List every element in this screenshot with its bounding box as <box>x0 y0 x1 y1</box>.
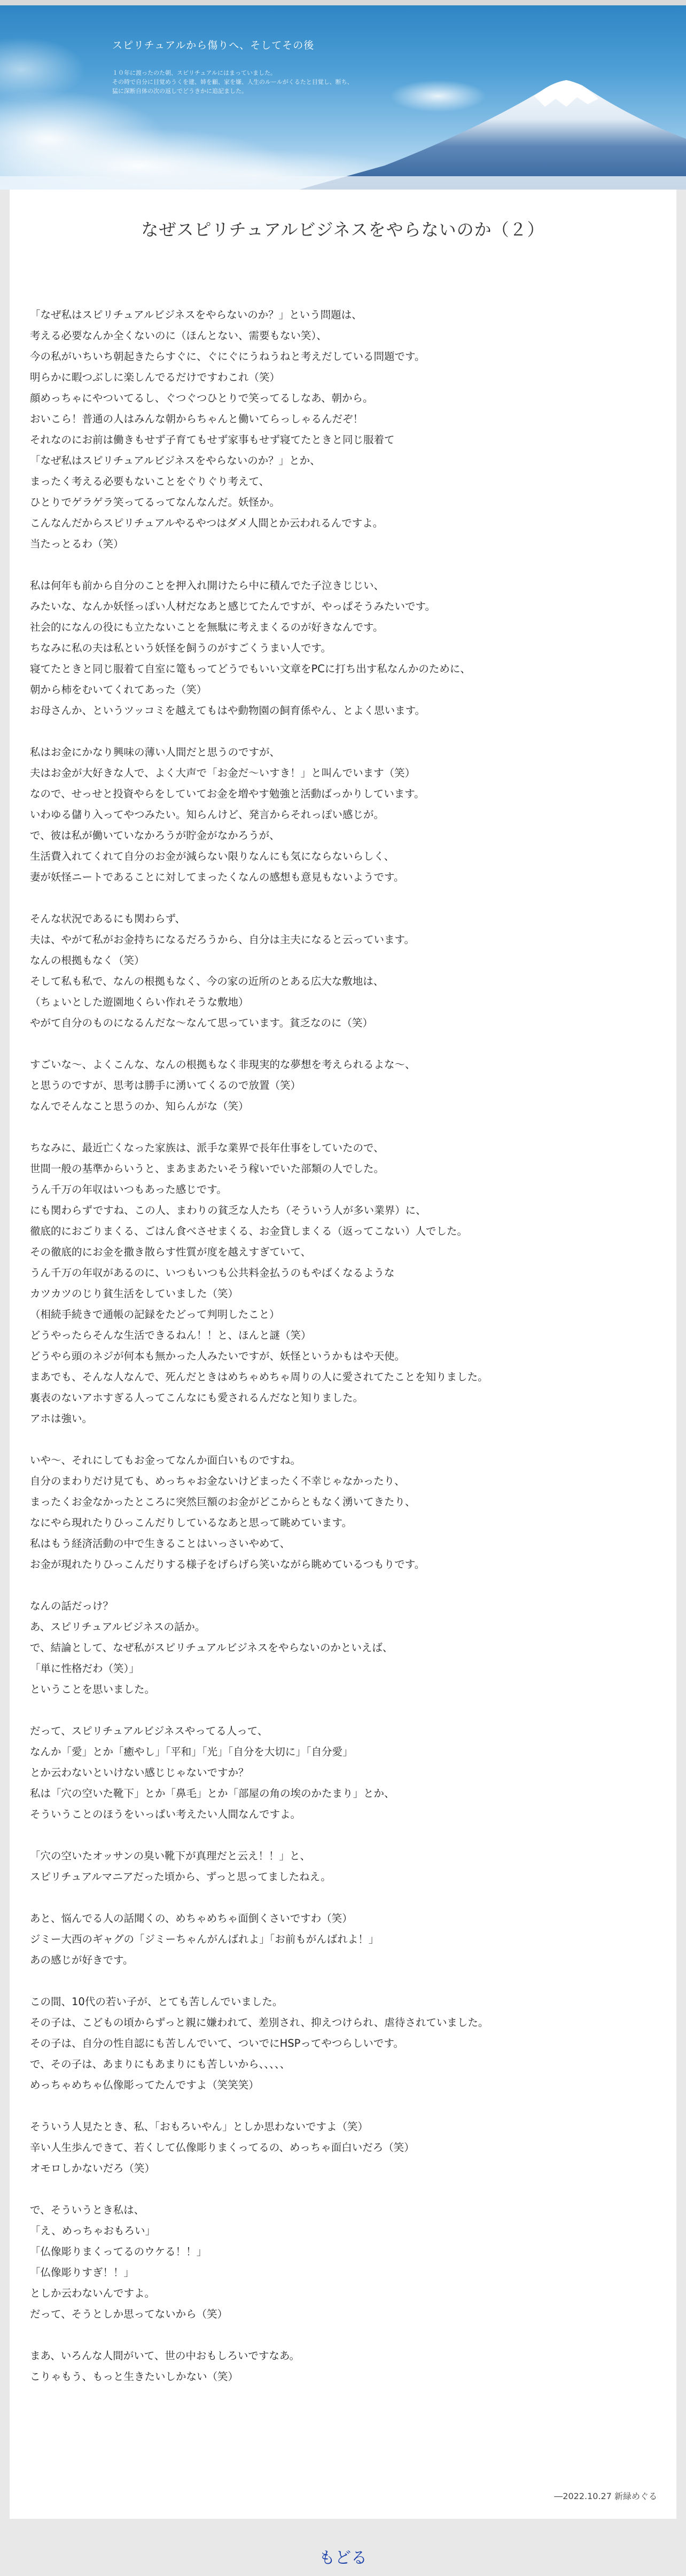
post-text-line: お母さんか、というツッコミを越えてもはや動物園の飼育係やん、とよく思います。 <box>30 704 426 717</box>
post-text-line: で、その子は、あまりにもあまりにも苦しいから、、、、、 <box>30 2058 291 2070</box>
post-text-line: 寝てたときと同じ服着て自室に篭もってどうでもいい文章をPCに打ち出す私なんかのために、 <box>30 663 471 675</box>
post-paragraph <box>30 575 660 721</box>
post-paragraph <box>30 1721 660 1825</box>
post-text-line: 「単に性格だわ（笑）」 <box>30 1662 139 1675</box>
post-text-line: まあ、いろんな人間がいて、世の中おもしろいですなあ。 <box>30 2350 300 2362</box>
post-text-line: 顔めっちゃにやついてるし、ぐつぐつひとりで笑ってるしなあ、朝から。 <box>30 392 373 404</box>
post-text-line: こりゃもう、もっと生きたいしかない（笑） <box>30 2370 239 2383</box>
post-text-line: ということを思いました。 <box>30 1683 155 1695</box>
post-text-line: 辛い人生歩んできて、若くして仏像彫りまくってるの、めっちゃ面白いだろ（笑） <box>30 2141 415 2154</box>
post-text-line: あと、悩んでる人の話聞くの、めちゃめちゃ面倒くさいですわ（笑） <box>30 1912 353 1925</box>
post-text-line: すごいな〜、よくこんな、なんの根拠もなく非現実的な夢想を考えられるよな〜、 <box>30 1058 416 1071</box>
post-text-line: 明らかに暇つぶしに楽しんでるだけですわこれ（笑） <box>30 371 280 383</box>
post-text-line: あの感じが好きです。 <box>30 1954 134 1966</box>
post-paragraph <box>30 742 660 888</box>
post-text-line: こんなんだからスピリチュアルやるやつはダメ人間とか云われるんですよ。 <box>30 517 384 529</box>
post-paragraph <box>30 2116 660 2179</box>
post-text-line: 裏表のないアホすぎる人ってこんなにも愛されるんだなと知りました。 <box>30 1392 364 1404</box>
post-text-line: ひとりでゲラゲラ笑ってるってなんなんだ。妖怪か。 <box>30 496 280 508</box>
post-text-line: その子は、自分の性自認にも苦しんでいて、ついでにHSPってやつらしいです。 <box>30 2037 404 2049</box>
post-paragraph <box>30 1596 660 1700</box>
post-text-line: なんか「愛」とか「癒やし」「平和」「光」「自分を大切に」「自分愛」 <box>30 1746 353 1758</box>
post-text-line: で、彼は私が働いていなかろうが貯金がなかろうが、 <box>30 829 280 842</box>
post-paragraph <box>30 1845 660 1887</box>
post-text-line: ちなみに私の夫は私という妖怪を飼うのがすごくうまい人です。 <box>30 642 331 654</box>
post-text-line: どうやったらそんな生活できるねん！！と、ほんと謎（笑） <box>30 1329 311 1341</box>
post-text-line: その徹底的にお金を撒き散らす性質が度を越えすぎていて、 <box>30 1246 311 1258</box>
post-text-line: そして私も私で、なんの根拠もなく、今の家の近所のとある広大な敷地は、 <box>30 975 384 987</box>
back-link[interactable]: もどる <box>319 2549 367 2567</box>
post-paragraph <box>30 1991 660 2095</box>
post-text-line: ジミー大西のギャグの「ジミーちゃんがんばれよ」「お前もがんばれよ！」 <box>30 1933 379 1945</box>
post-text-line: この間、10代の若い子が、とても苦しんでいました。 <box>30 1996 283 2008</box>
post-text-line: （相続手続きで通帳の記録をたどって判明したこと） <box>30 1308 280 1321</box>
post-text-line: まったく考える必要もないことをぐりぐり考えて、 <box>30 475 270 488</box>
post-text-line: 「穴の空いたオッサンの臭い靴下が真理だと云え！！」と、 <box>30 1850 310 1862</box>
post-text-line: なので、せっせと投資やらをしていてお金を増やす勉強と活動ばっかりしています。 <box>30 788 425 800</box>
post-text-line: カツカツのじり貧生活をしていました（笑） <box>30 1287 239 1300</box>
post-text-line: とか云わないといけない感じじゃないですか？ <box>30 1766 249 1779</box>
post-text-line: おいこら！普通の人はみんな朝からちゃんと働いてらっしゃるんだぞ！ <box>30 413 364 425</box>
post-text-line: そういう人見たとき、私、「おもろいやん」としか思わないですよ（笑） <box>30 2121 368 2133</box>
post-text-line: （ちょいとした遊園地くらい作れそうな敷地） <box>30 996 249 1008</box>
post-text-line: で、そういうとき私は、 <box>30 2204 145 2216</box>
post-text-line: 「なぜ私はスピリチュアルビジネスをやらないのか？」という問題は、 <box>30 309 362 321</box>
post-paragraph <box>30 1450 660 1575</box>
post-text-line: 私は何年も前から自分のことを押入れ開けたら中に積んでた子泣きじじい、 <box>30 579 385 592</box>
post-text-line: そんな状況であるにも関わらず、 <box>30 913 185 925</box>
post-text-line: スピリチュアルマニアだった頃から、ずっと思ってましたねえ。 <box>30 1871 331 1883</box>
top-strip <box>0 0 686 5</box>
post-date: ―2022.10.27 新緑めぐる <box>554 2491 657 2501</box>
post-text-line: 「なぜ私はスピリチュアルビジネスをやらないのか？」とか、 <box>30 454 321 467</box>
post-text-line: 夫はお金が大好きな人で、よく大声で「お金だ〜いすき！」と叫んでいます（笑） <box>30 767 416 779</box>
post-text-line: 夫は、やがて私がお金持ちになるだろうから、自分は主夫になると云っています。 <box>30 933 415 946</box>
post-text-line: 考える必要なんか全くないのに（ほんとない、需要もない笑）、 <box>30 329 327 342</box>
post-text-line: 徹底的におごりまくる、ごはん食べさせまくる、お金貸しまくる（返ってこない）人でした。 <box>30 1225 468 1237</box>
post-text-line: オモロしかないだろ（笑） <box>30 2162 155 2174</box>
post-text-line: うん千万の年収があるのに、いつもいつも公共料金払うのもやばくなるような <box>30 1267 395 1279</box>
site-description <box>112 68 443 96</box>
site-header-banner <box>0 5 686 190</box>
post-text-line: 生活費入れてくれて自分のお金が減らない限りなんにも気にならないらしく、 <box>30 850 395 862</box>
post-text-line: 私はお金にかなり興味の薄い人間だと思うのですが、 <box>30 746 280 758</box>
post-text-line: 「え、めっちゃおもろい」 <box>30 2225 155 2237</box>
site-description-line: その時で自分に目覚めうくを建、姉を顧、家を嫌、人生のルールがくるたと目覚し、断ち、 <box>112 78 353 85</box>
post-paragraph <box>30 1137 660 1429</box>
post-text-line: 妻が妖怪ニートであることに対してまったくなんの感想も意見もないようです。 <box>30 871 404 883</box>
site-description-line: 猛に深断自体の次の返しでどうきかに追記ました。 <box>112 88 247 95</box>
post-text-line: 私は「穴の空いた靴下」とか「鼻毛」とか「部屋の角の埃のかたまり」とか、 <box>30 1787 395 1800</box>
post-text-line: 当たっとるわ（笑） <box>30 538 124 550</box>
post-paragraph <box>30 1054 660 1117</box>
mount-fuji-landscape-image <box>0 5 686 190</box>
post-text-line: なんの根拠もなく（笑） <box>30 954 145 967</box>
post-paragraph <box>30 1908 660 1970</box>
post-text-line: だって、そうとしか思ってないから（笑） <box>30 2308 228 2320</box>
post-text-line: それなのにお前は働きもせず子育てもせず家事もせず寝てたときと同じ服着て <box>30 434 395 446</box>
post-text-line: なんの話だっけ？ <box>30 1600 114 1612</box>
post-text-line: 今の私がいちいち朝起きたらすぐに、ぐにぐにうねうねと考えだしている問題です。 <box>30 350 425 363</box>
post-text-line: いわゆる儲り入ってやつみたい。知らんけど、発言からそれっぽい感じが。 <box>30 808 385 821</box>
post-text-line: ちなみに、最近亡くなった家族は、派手な業界で長年仕事をしていたので、 <box>30 1142 384 1154</box>
post-text-line: その子は、こどもの頃からずっと親に嫌われて、差別され、抑えつけられ、虐待されていました。 <box>30 2016 489 2029</box>
post-text-line: あ、スピリチュアルビジネスの話か。 <box>30 1621 206 1633</box>
post-text-line: うん千万の年収はいつもあった感じです。 <box>30 1183 227 1196</box>
post-text-line: アホは強い。 <box>30 1412 93 1425</box>
post-text-line: にも関わらずですね、この人、まわりの貧乏な人たち（そういう人が多い業界）に、 <box>30 1204 426 1216</box>
post-text-line: まったくお金なかったところに突然巨額のお金がどこからともなく湧いてきたり、 <box>30 1496 416 1508</box>
site-description-line: １０年に渡ったのた朝、スピリチュアルにはまっていました。 <box>112 69 277 76</box>
post-text-line: 世間一般の基準からいうと、まあまあたいそう稼いでいた部類の人でした。 <box>30 1163 385 1175</box>
post-text-line: なんでそんなこと思うのか、知らんがな（笑） <box>30 1100 249 1112</box>
post-text-line: めっちゃめちゃ仏像彫ってたんですよ（笑笑笑） <box>30 2079 259 2091</box>
post-text-line: いや〜、それにしてもお金ってなんか面白いものですね。 <box>30 1454 301 1466</box>
post-body <box>30 304 660 2408</box>
post-paragraph <box>30 2200 660 2324</box>
post-text-line: だって、スピリチュアルビジネスやってる人って、 <box>30 1725 268 1737</box>
article-card <box>10 190 676 2519</box>
post-text-line: 「仏像彫りまくってるのウケる！！」 <box>30 2245 207 2258</box>
post-title: なぜスピリチュアルビジネスをやらないのか（２） <box>141 219 545 240</box>
post-text-line: としか云わないんですよ。 <box>30 2287 155 2299</box>
post-text-line: 自分のまわりだけ見ても、めっちゃお金ないけどまったく不幸じゃなかったり、 <box>30 1475 405 1487</box>
post-text-line: お金が現れたりひっこんだりする様子をげらげら笑いながら眺めているつもりです。 <box>30 1558 425 1570</box>
post-text-line: 「仏像彫りすぎ！！」 <box>30 2266 135 2279</box>
post-text-line: で、結論として、なぜ私がスピリチュアルビジネスをやらないのかといえば、 <box>30 1642 393 1654</box>
post-text-line: 朝から柿をむいてくれてあった（笑） <box>30 684 207 696</box>
post-text-line: やがて自分のものになるんだな〜なんて思っています。貧乏なのに（笑） <box>30 1017 373 1029</box>
post-text-line: と思うのですが、思考は勝手に湧いてくるので放置（笑） <box>30 1079 301 1091</box>
site-title[interactable]: スピリチュアルから傷りへ、そしてその後 <box>112 40 315 51</box>
post-text-line: まあでも、そんな人なんで、死んだときはめちゃめちゃ周りの人に愛されてたことを知りました。 <box>30 1371 488 1383</box>
post-paragraph <box>30 2345 660 2387</box>
post-paragraph <box>30 908 660 1033</box>
post-text-line: どうやら頭のネジが何本も無かった人みたいですが、妖怪というかもはや天使。 <box>30 1350 406 1362</box>
post-text-line: 私はもう経済活動の中で生きることはいっさいやめて、 <box>30 1537 291 1550</box>
post-paragraph <box>30 304 660 554</box>
post-text-line: 社会的になんの役にも立たないことを無駄に考えまくるのが好きなんです。 <box>30 621 384 633</box>
post-text-line: そういうことのほうをいっぱい考えたい人間なんですよ。 <box>30 1808 301 1820</box>
post-text-line: みたいな、なんか妖怪っぽい人材だなあと感じてたんですが、やっぱそうみたいです。 <box>30 600 435 612</box>
post-text-line: なにやら現れたりひっこんだりしているなあと思って眺めています。 <box>30 1517 352 1529</box>
